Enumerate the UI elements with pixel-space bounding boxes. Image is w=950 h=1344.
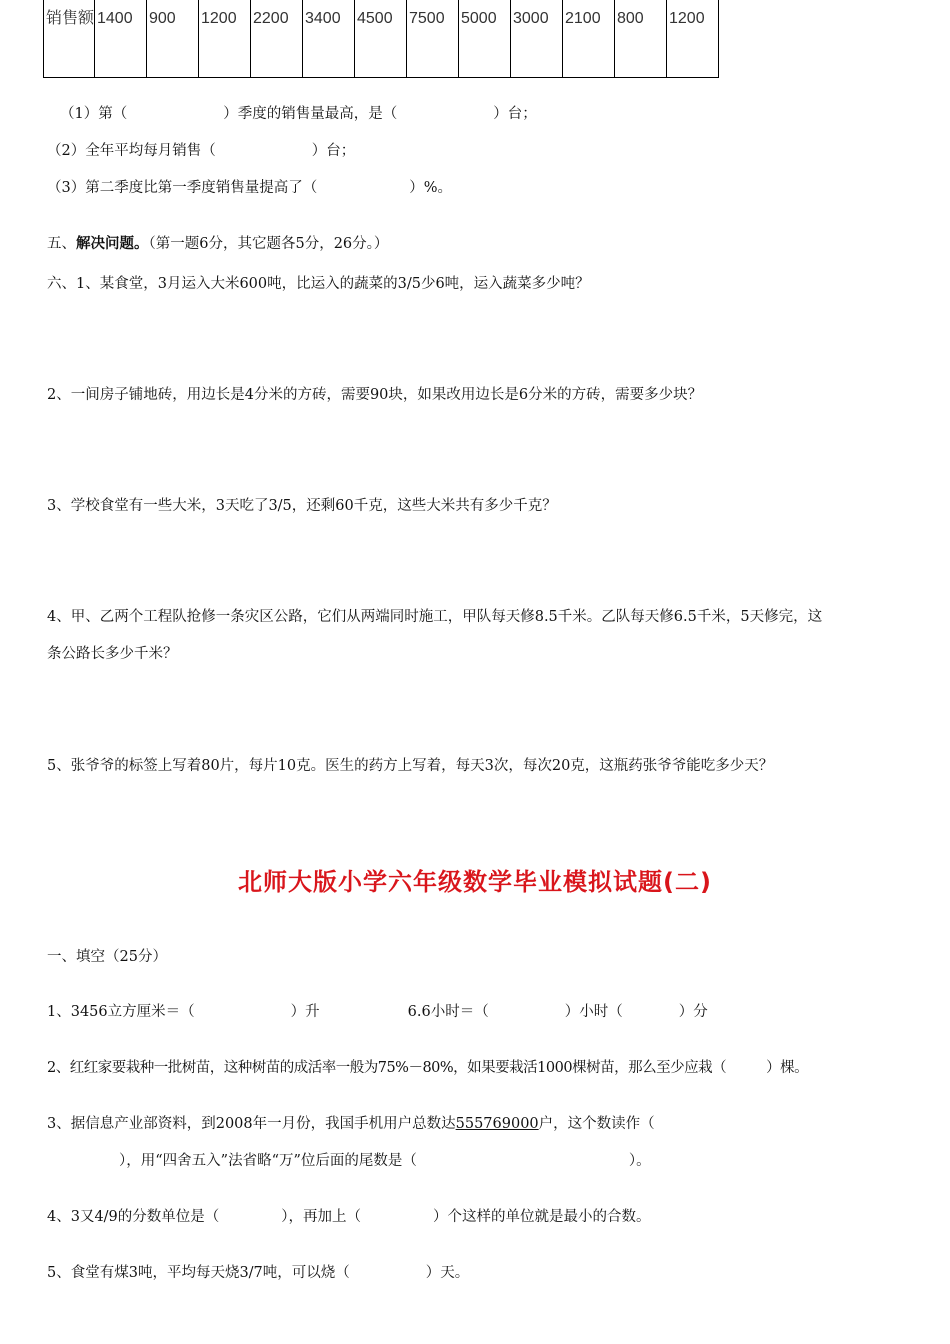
table-cell: 7500 bbox=[407, 0, 459, 78]
table-cell: 800 bbox=[615, 0, 667, 78]
fill-question-3-continued: ），用“四舍五入”法省略“万”位后面的尾数是（ ）。 bbox=[119, 1153, 651, 1169]
problem-5: 5、张爷爷的标签上写着80片，每片10克。医生的药方上写着，每天3次，每次20克，这瓶药张爷爷能吃多少天？ bbox=[47, 758, 774, 774]
table-cell: 1200 bbox=[199, 0, 251, 78]
section-heading-bold: 解决问题。 bbox=[76, 235, 149, 252]
section-heading-note: （第一题6分，其它题各5分，26分。） bbox=[148, 236, 389, 252]
problem-1: 六、1、某食堂，3月运入大米600吨，比运入的蔬菜的3/5少6吨，运入蔬菜多少吨？ bbox=[47, 276, 590, 292]
fill-question-4: 4、3又4/9的分数单位是（ ），再加上（ ）个这样的单位就是最小的合数。 bbox=[47, 1209, 651, 1225]
fill-question-1: 1、3456立方厘米＝（ ）升 6.6小时＝（ ）小时（ ）分 bbox=[47, 1004, 708, 1020]
fill-section-heading: 一、填空（25分） bbox=[47, 949, 167, 965]
table-cell: 3000 bbox=[511, 0, 563, 78]
fill-question-5: 5、食堂有煤3吨，平均每天烧3/7吨，可以烧（ ）天。 bbox=[47, 1265, 470, 1281]
problem-2: 2、一间房子铺地砖，用边长是4分米的方砖，需要90块，如果改用边长是6分米的方砖，需要多少块？ bbox=[47, 387, 703, 403]
table-row-label: 销售额 bbox=[44, 0, 95, 78]
exam-title: 北师大版小学六年级数学毕业模拟试题(二) bbox=[238, 868, 712, 896]
table-question-3: （3）第二季度比第一季度销售量提高了（ ）%。 bbox=[47, 180, 453, 196]
table-cell: 5000 bbox=[459, 0, 511, 78]
table-question-1: （1）第（ ）季度的销售量最高，是（ ）台； bbox=[60, 106, 537, 122]
table-cell: 900 bbox=[147, 0, 199, 78]
problem-3: 3、学校食堂有一些大米，3天吃了3/5，还剩60千克，这些大米共有多少千克？ bbox=[47, 498, 557, 514]
sales-table bbox=[43, 0, 719, 78]
fill-question-3: 3、据信息产业部资料，到2008年一月份，我国手机用户总数达555769000户，这个数读作（ bbox=[47, 1116, 655, 1132]
fill-question-2: 2、红红家要栽种一批树苗，这种树苗的成活率一般为75%－80%，如果要栽活1000棵树苗，那么至少应栽（ ）棵。 bbox=[47, 1060, 809, 1076]
table-cell: 3400 bbox=[303, 0, 355, 78]
table-cell: 1200 bbox=[667, 0, 719, 78]
table-cell: 4500 bbox=[355, 0, 407, 78]
section-heading: 五、解决问题。（第一题6分，其它题各5分，26分。） bbox=[47, 235, 389, 252]
table-cell: 2200 bbox=[251, 0, 303, 78]
user-count-number: 555769000 bbox=[455, 1116, 539, 1132]
table-row bbox=[44, 0, 719, 78]
table-cell: 2100 bbox=[563, 0, 615, 78]
table-question-2: （2）全年平均每月销售（ ）台； bbox=[47, 143, 356, 159]
problem-4-continued: 条公路长多少千米？ bbox=[47, 646, 178, 662]
problem-4: 4、甲、乙两个工程队抢修一条灾区公路，它们从两端同时施工，甲队每天修8.5千米。乙队每天修6.5千米，5天修完，这 bbox=[47, 609, 823, 625]
table-cell: 1400 bbox=[95, 0, 147, 78]
